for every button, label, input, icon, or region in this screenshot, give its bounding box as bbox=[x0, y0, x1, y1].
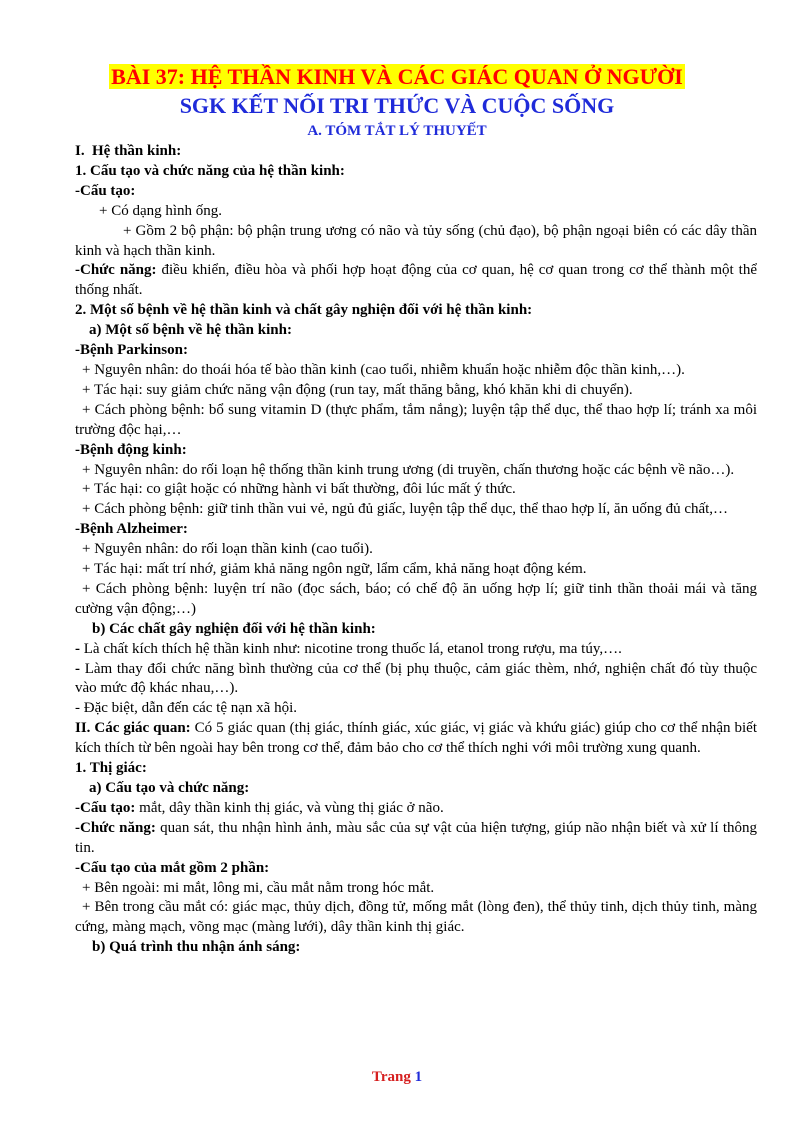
lesson-subtitle: SGK KẾT NỐI TRI THỨC VÀ CUỘC SỐNG bbox=[179, 93, 615, 118]
cautao-item-2: + Gồm 2 bộ phận: bộ phận trung ương có não và tủy sống (chủ đạo), bộ phận ngoại biên có các dây thần kinh và hạch thần kinh. bbox=[75, 222, 757, 259]
cautao-item-1: + Có dạng hình ống. bbox=[99, 202, 223, 219]
alzheimer-item-1: + Nguyên nhân: do rối loạn thần kinh (cao tuổi). bbox=[82, 541, 373, 558]
dongkinh-label: -Bệnh động kinh: bbox=[75, 441, 187, 458]
heading-1: 1. Cấu tạo và chức năng của hệ thần kinh: bbox=[75, 162, 345, 179]
heading-I: I. Hệ thần kinh: bbox=[75, 143, 182, 159]
parkinson-item-2: + Tác hại: suy giảm chức năng vận động (run tay, mất thăng bằng, khó khăn khi di chuyển). bbox=[82, 381, 633, 398]
heading-2a: a) Một số bệnh về hệ thần kinh: bbox=[89, 322, 292, 339]
dongkinh-item-2: + Tác hại: co giật hoặc có những hành vi bất thường, đôi lúc mất ý thức. bbox=[82, 481, 516, 498]
alzheimer-label: -Bệnh Alzheimer: bbox=[75, 521, 188, 538]
nghien-item-1: - Là chất kích thích hệ thần kinh như: nicotine trong thuốc lá, etanol trong rượu, ma túy,…. bbox=[75, 640, 622, 657]
alzheimer-item-2: + Tác hại: mất trí nhớ, giảm khả năng ngôn ngữ, lẩm cẩm, khả năng hoạt động kém. bbox=[82, 561, 587, 578]
tg-cautao-para: -Cấu tạo: mắt, dây thần kinh thị giác, và vùng thị giác ở não. bbox=[75, 799, 444, 816]
page-number: 1 bbox=[414, 1069, 423, 1085]
mat-item-1: + Bên ngoài: mi mắt, lông mi, cầu mắt nằm trong hóc mắt. bbox=[82, 879, 435, 896]
parkinson-item-1: + Nguyên nhân: do thoái hóa tế bào thần kinh (cao tuổi, nhiễm khuẩn hoặc nhiễm độc thần kinh,…). bbox=[82, 361, 685, 378]
nghien-item-3: - Đặc biệt, dẫn đến các tệ nạn xã hội. bbox=[75, 700, 297, 717]
cautao-label: -Cấu tạo: bbox=[75, 182, 136, 199]
dongkinh-item-1: + Nguyên nhân: do rối loạn hệ thống thần kinh trung ương (di truyền, chấn thương hoặc các bệnh về não…). bbox=[82, 461, 735, 478]
page-footer bbox=[0, 1069, 794, 1086]
heading-2: 2. Một số bệnh về hệ thần kinh và chất gây nghiện đối với hệ thần kinh: bbox=[75, 302, 533, 319]
chucnang-para: -Chức năng: điều khiển, điều hòa và phối hợp hoạt động của cơ quan, hệ cơ quan trong cơ thể thành một thể thống nhất. bbox=[75, 262, 757, 299]
parkinson-item-3: + Cách phòng bệnh: bổ sung vitamin D (thực phẩm, tắm nắng); luyện tập thể dục, thể thao hợp lí; tránh xa môi trường độc hại,… bbox=[75, 401, 757, 438]
mat-item-2: + Bên trong cầu mắt có: giác mạc, thủy dịch, đồng tử, mống mắt (lòng đen), thể thủy tinh, dịch thủy tinh, màng cứng, màng mạch, võng mạc (màng lưới), dây thần kinh thị giác. bbox=[75, 899, 757, 936]
lesson-title: BÀI 37: HỆ THẦN KINH VÀ CÁC GIÁC QUAN Ở NGƯỜI bbox=[111, 64, 683, 89]
mat-label: -Cấu tạo của mắt gồm 2 phần: bbox=[75, 859, 270, 876]
alzheimer-item-3: + Cách phòng bệnh: luyện trí não (đọc sách, báo; có chế độ ăn uống hợp lí; giữ tinh thần thoải mái và tăng cường vận động;…) bbox=[75, 580, 757, 617]
page-label: Trang bbox=[371, 1069, 411, 1085]
dongkinh-item-3: + Cách phòng bệnh: giữ tinh thần vui vẻ, ngủ đủ giấc, luyện tập thể dục, thể thao hợp lí, ăn uống đủ chất,… bbox=[82, 501, 729, 518]
document-body bbox=[75, 142, 757, 958]
heading-II-para: II. Các giác quan: Có 5 giác quan (thị giác, thính giác, xúc giác, vị giác và khứu giác) giúp cho cơ thể nhận biết kích thích từ bên ngoài hay bên trong cơ thể, đảm bảo cho cơ thể thích nghi với môi trường xung quanh. bbox=[75, 720, 757, 757]
nghien-item-2: - Làm thay đổi chức năng bình thường của cơ thể (bị phụ thuộc, cảm giác thèm, nhớ, nghiện chất đó tùy thuộc vào mức độ khác nhau,…). bbox=[75, 660, 757, 697]
section-heading: A. TÓM TẮT LÝ THUYẾT bbox=[307, 123, 487, 139]
heading-2b: b) Các chất gây nghiện đối với hệ thần kinh: bbox=[92, 620, 376, 637]
heading-II-1a: a) Cấu tạo và chức năng: bbox=[89, 780, 250, 796]
heading-II-1b: b) Quá trình thu nhận ánh sáng: bbox=[92, 939, 301, 956]
tg-chucnang-para: -Chức năng: quan sát, thu nhận hình ảnh, màu sắc của sự vật của hiện tượng, giúp não nhận biết và xử lí thông tin. bbox=[75, 819, 757, 856]
heading-II-1: 1. Thị giác: bbox=[75, 760, 147, 777]
parkinson-label: -Bệnh Parkinson: bbox=[75, 342, 188, 359]
